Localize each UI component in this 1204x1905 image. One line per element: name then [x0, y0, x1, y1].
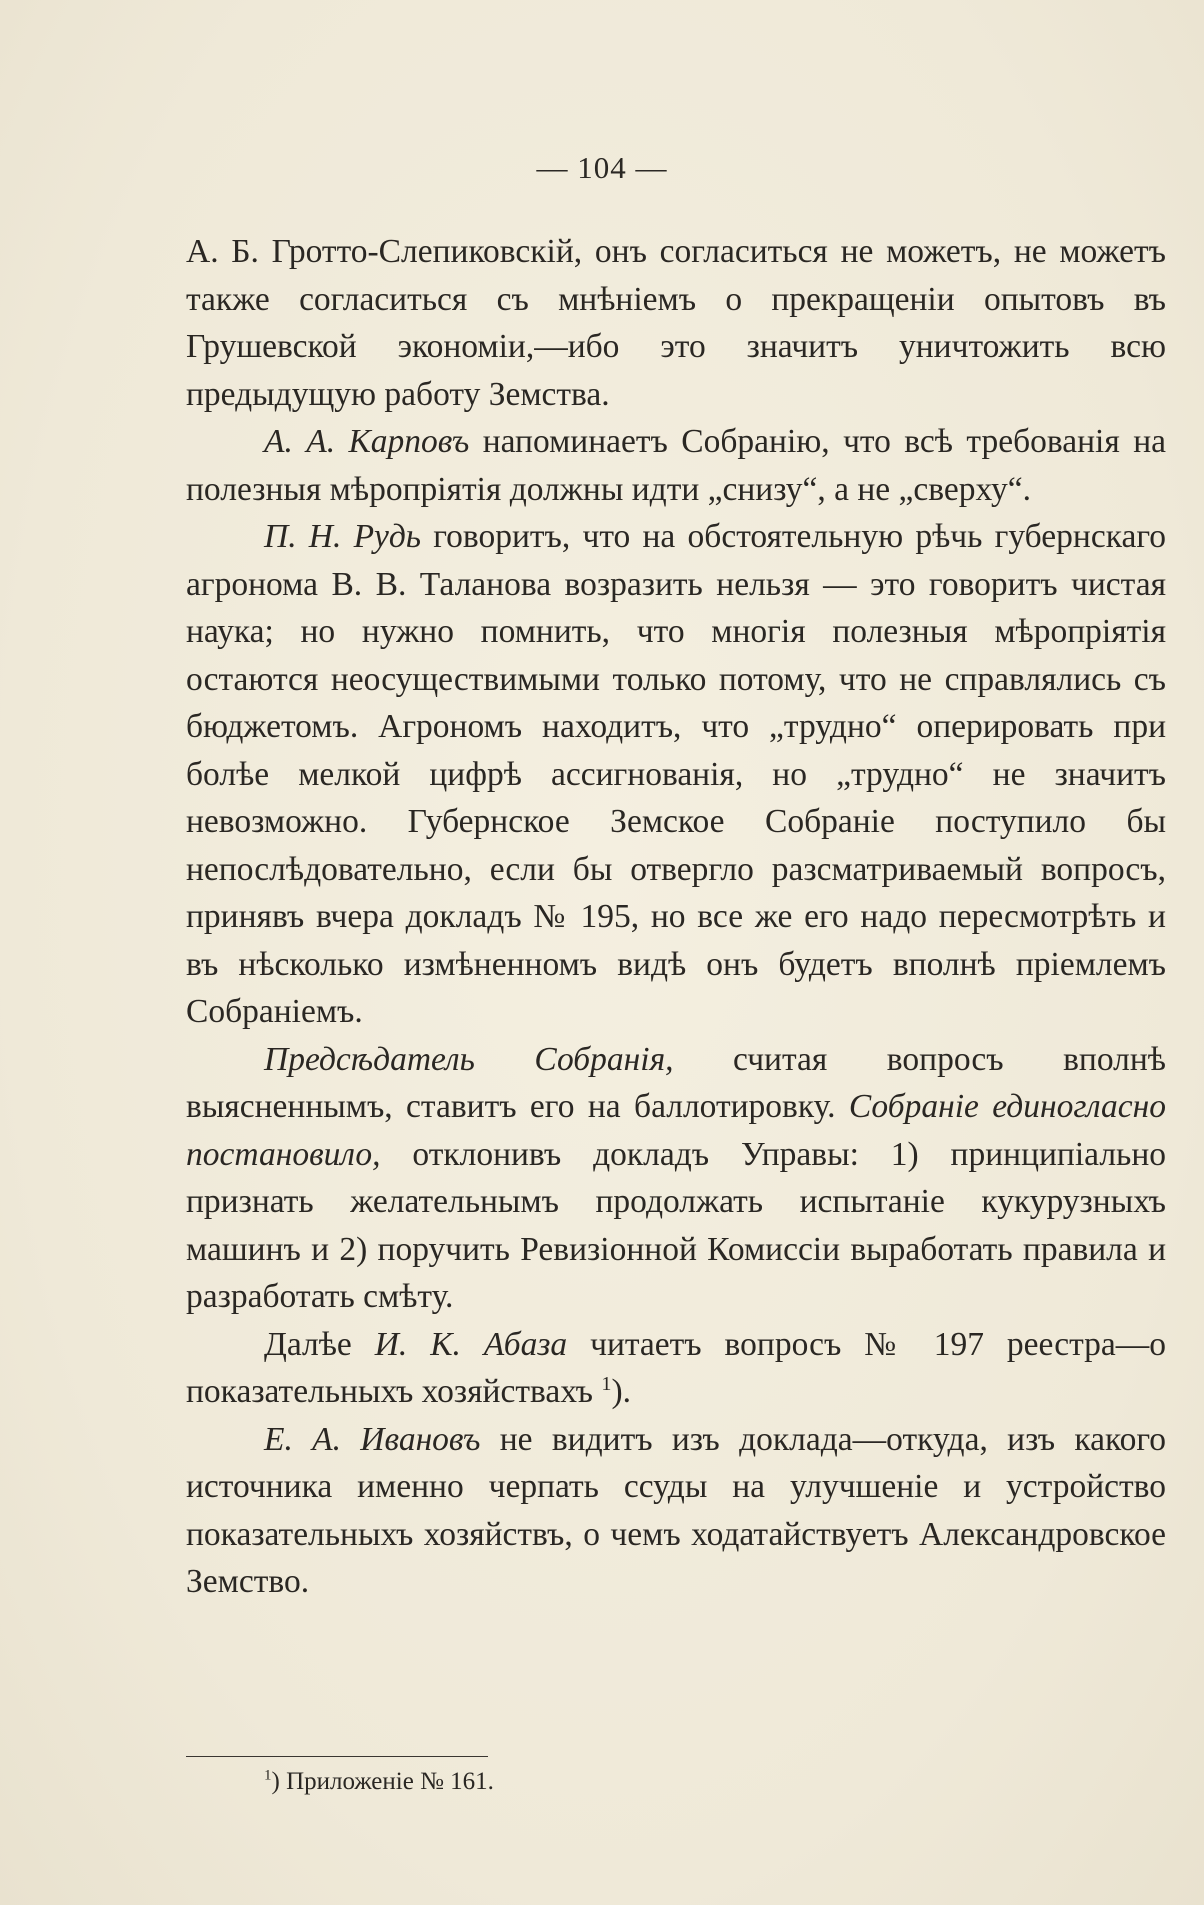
text-run: считая вопросъ вполнѣ выясненнымъ, ставитъ его на баллотировку.: [186, 1040, 1166, 1125]
body-text: [186, 228, 1166, 1606]
text-run: напоминаетъ Собранію, что всѣ требованія на полезныя мѣропріятія должны идти „снизу“, а не „сверху“.: [186, 423, 1166, 508]
paragraph: [186, 228, 1166, 418]
footnote: [264, 1765, 494, 1799]
speaker-name: И. К. Абаза: [374, 1325, 568, 1363]
text-run: отклонивъ докладъ Управы: 1) принципіально признать желательнымъ продолжать испытаніе кукурузныхъ машинъ и 2) поручить Ревизіонной Комиссіи выработать правила и разработать смѣту.: [186, 1135, 1166, 1315]
footnote-marker: 1: [264, 1767, 272, 1784]
page-number: — 104 —: [536, 150, 668, 185]
resolution-phrase: Собраніе единогласно постановило,: [186, 1088, 1166, 1173]
paragraph: [186, 1416, 1166, 1606]
speaker-name: П. Н. Рудь: [264, 518, 422, 555]
paragraph: [186, 513, 1166, 1036]
text-run: Далѣе: [264, 1325, 375, 1363]
speaker-name: Е. А. Ивановъ: [264, 1420, 481, 1458]
text-run: не видитъ изъ доклада—откуда, изъ какого источника именно черпать ссуды на улучшеніе и устройство показательныхъ хозяйствъ, о чемъ ходатайствуетъ Александровское Земство.: [186, 1420, 1166, 1600]
speaker-name: Предсѣдатель Собранія,: [264, 1040, 674, 1078]
paragraph: [186, 1321, 1166, 1416]
text-run: читаетъ вопросъ № 197 реестра—о показательныхъ хозяйствахъ: [186, 1325, 1167, 1410]
text-run: А. Б. Гротто-Слепиковскій, онъ согласиться не можетъ, не можетъ также согласиться съ мнѣніемъ о прекращеніи опытовъ въ Грушевской экономіи,—ибо это значитъ уничтожить всю предыдущую работу Земства.: [186, 233, 1166, 413]
text-run: говоритъ, что на обстоятельную рѣчь губернскаго агронома В. В. Таланова возразить нельзя — это говоритъ чистая наука; но нужно помнить, что многія полезныя мѣропріятія остаются неосуществимыми только потому, что не справлялись съ бюджетомъ. Агрономъ находитъ, что „трудно“ оперировать при болѣе мелкой цифрѣ ассигнованія, но „трудно“ не значитъ невозможно. Губернское Земское Собраніе поступило бы непослѣдовательно, если бы отвергло разсматриваемый вопросъ, принявъ вчера докладъ № 195, но все же его надо пересмотрѣть и въ нѣсколько измѣненномъ видѣ онъ будетъ вполнѣ пріемлемъ Собраніемъ.: [186, 518, 1166, 1030]
paragraph: [186, 1036, 1166, 1321]
footnote-divider: [186, 1756, 488, 1757]
footnote-ref: 1: [601, 1372, 612, 1395]
speaker-name: А. А. Карповъ: [264, 423, 470, 460]
footnote-text: ) Приложеніе № 161.: [271, 1768, 494, 1795]
text-run: ).: [611, 1373, 631, 1410]
paragraph: [186, 418, 1166, 513]
